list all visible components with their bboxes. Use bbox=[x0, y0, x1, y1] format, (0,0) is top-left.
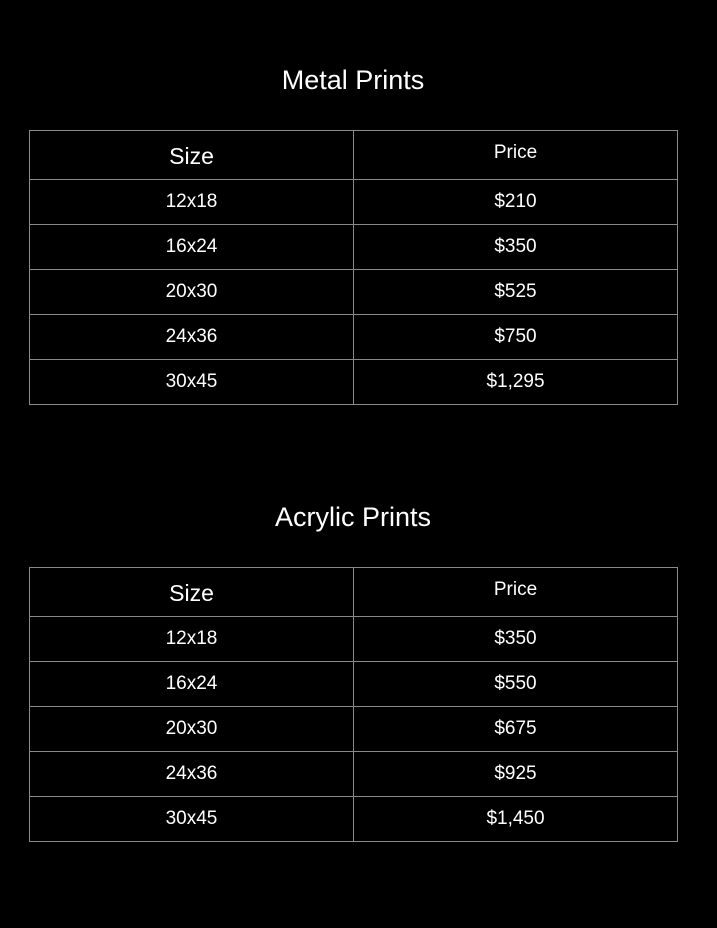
acrylic-prints-section bbox=[29, 495, 677, 829]
table-row bbox=[30, 270, 678, 315]
price-column-header: Price bbox=[354, 131, 678, 180]
table-header-row bbox=[30, 131, 678, 180]
size-cell: 30x45 bbox=[30, 797, 354, 842]
price-cell: $1,295 bbox=[354, 360, 678, 405]
size-column-header: Size bbox=[30, 568, 354, 617]
table-row bbox=[30, 617, 678, 662]
metal-prints-price-table bbox=[29, 130, 678, 405]
price-column-header: Price bbox=[354, 568, 678, 617]
size-cell: 12x18 bbox=[30, 180, 354, 225]
price-cell: $925 bbox=[354, 752, 678, 797]
size-cell: 16x24 bbox=[30, 225, 354, 270]
size-cell: 20x30 bbox=[30, 707, 354, 752]
size-cell: 16x24 bbox=[30, 662, 354, 707]
price-cell: $210 bbox=[354, 180, 678, 225]
size-column-header: Size bbox=[30, 131, 354, 180]
table-header-row bbox=[30, 568, 678, 617]
table-row bbox=[30, 797, 678, 842]
table-row bbox=[30, 315, 678, 360]
table-row bbox=[30, 707, 678, 752]
price-cell: $750 bbox=[354, 315, 678, 360]
price-cell: $350 bbox=[354, 225, 678, 270]
price-cell: $525 bbox=[354, 270, 678, 315]
size-cell: 24x36 bbox=[30, 315, 354, 360]
price-cell: $1,450 bbox=[354, 797, 678, 842]
size-cell: 24x36 bbox=[30, 752, 354, 797]
table-row bbox=[30, 752, 678, 797]
acrylic-prints-title: Acrylic Prints bbox=[274, 502, 431, 532]
price-cell: $675 bbox=[354, 707, 678, 752]
size-cell: 30x45 bbox=[30, 360, 354, 405]
price-cell: $350 bbox=[354, 617, 678, 662]
metal-prints-section bbox=[29, 58, 677, 392]
table-row bbox=[30, 225, 678, 270]
table-row bbox=[30, 180, 678, 225]
metal-prints-title: Metal Prints bbox=[281, 65, 425, 95]
acrylic-prints-price-table bbox=[29, 567, 678, 842]
size-cell: 12x18 bbox=[30, 617, 354, 662]
table-row bbox=[30, 360, 678, 405]
price-cell: $550 bbox=[354, 662, 678, 707]
size-cell: 20x30 bbox=[30, 270, 354, 315]
table-row bbox=[30, 662, 678, 707]
